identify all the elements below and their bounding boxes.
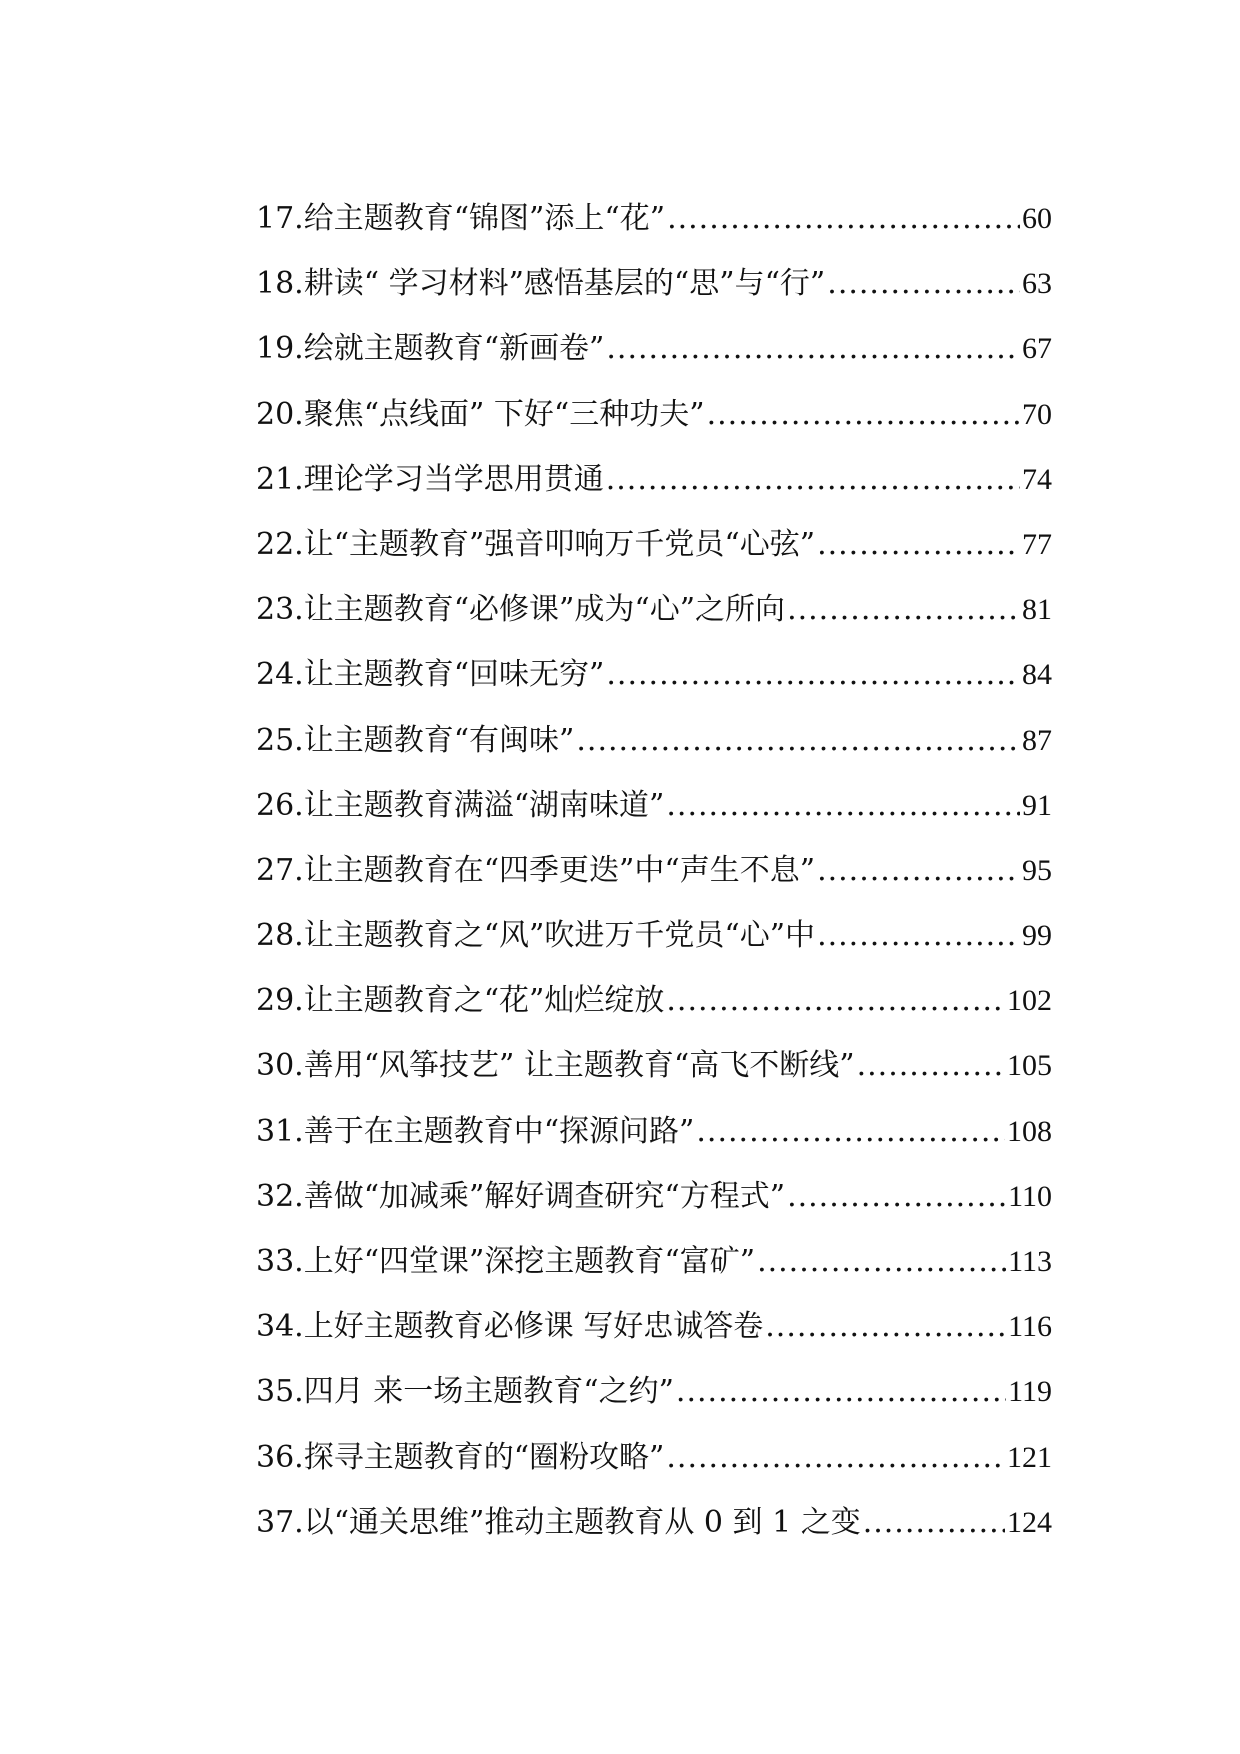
toc-entry-title[interactable]: 19.绘就主题教育“新画卷” xyxy=(256,331,605,367)
toc-entry-title[interactable]: 22.让“主题教育”强音叩响万千党员“心弦” xyxy=(256,526,816,562)
toc-entry-page[interactable]: 77 xyxy=(1022,527,1052,561)
toc-leader-dots xyxy=(606,447,1020,512)
toc-entry[interactable] xyxy=(256,251,1052,316)
toc-entry-title[interactable]: 26.让主题教育满溢“湖南味道” xyxy=(256,787,665,823)
toc-entry-title[interactable]: 36.探寻主题教育的“圈粉攻略” xyxy=(256,1439,665,1475)
toc-leader-dots xyxy=(817,903,1020,968)
toc-leader-dots xyxy=(787,577,1020,642)
toc-entry-page[interactable]: 60 xyxy=(1022,202,1052,235)
toc-leader-dots xyxy=(606,642,1020,707)
toc-entry[interactable] xyxy=(256,1164,1052,1229)
toc-entry-page[interactable]: 99 xyxy=(1022,919,1052,953)
toc-entry-page[interactable]: 108 xyxy=(1007,1114,1052,1148)
toc-entry-page[interactable]: 116 xyxy=(1008,1310,1052,1344)
toc-leader-dots xyxy=(757,1229,1006,1294)
toc-entry[interactable] xyxy=(256,968,1052,1033)
toc-entry-page[interactable]: 124 xyxy=(1007,1505,1052,1539)
toc-entry-title[interactable]: 21.理论学习当学思用贯通 xyxy=(256,461,604,497)
toc-entry[interactable] xyxy=(256,708,1052,773)
toc-leader-dots xyxy=(667,186,1020,251)
toc-entry[interactable] xyxy=(256,186,1052,251)
toc-entry-title[interactable]: 18.耕读“ 学习材料”感悟基层的“思”与“行” xyxy=(256,266,826,302)
toc-entry[interactable] xyxy=(256,577,1052,642)
toc-entry-page[interactable]: 74 xyxy=(1022,462,1052,496)
toc-entry-page[interactable]: 67 xyxy=(1022,332,1052,366)
toc-entry-title[interactable]: 27.让主题教育在“四季更迭”中“声生不息” xyxy=(256,852,816,888)
toc-entry-page[interactable]: 70 xyxy=(1022,397,1052,431)
toc-entry-page[interactable]: 63 xyxy=(1022,267,1052,301)
toc-leader-dots xyxy=(857,1033,1005,1098)
toc-entry-title[interactable]: 30.善用“风筝技艺” 让主题教育“高飞不断线” xyxy=(256,1048,855,1084)
toc-entry[interactable] xyxy=(256,1490,1052,1555)
toc-leader-dots xyxy=(666,773,1020,838)
toc-leader-dots xyxy=(676,1359,1006,1424)
toc-entry-title[interactable]: 24.让主题教育“回味无穷” xyxy=(256,657,605,693)
toc-entry-title[interactable]: 28.让主题教育之“风”吹进万千党员“心”中 xyxy=(256,918,816,954)
toc-leader-dots xyxy=(787,1164,1006,1229)
toc-entry[interactable] xyxy=(256,1229,1052,1294)
toc-leader-dots xyxy=(666,1425,1005,1490)
toc-entry-title[interactable]: 25.让主题教育“有闽味” xyxy=(256,722,575,758)
toc-entry[interactable] xyxy=(256,773,1052,838)
toc-entry-title[interactable]: 34.上好主题教育必修课 写好忠诚答卷 xyxy=(256,1309,764,1345)
toc-entry-page[interactable]: 113 xyxy=(1008,1245,1052,1278)
toc-entry[interactable] xyxy=(256,382,1052,447)
toc-entry-title[interactable]: 20.聚焦“点线面” 下好“三种功夫” xyxy=(256,396,705,432)
toc-entry[interactable] xyxy=(256,642,1052,707)
toc-entry-title[interactable]: 31.善于在主题教育中“探源问路” xyxy=(256,1113,695,1149)
toc-entry-page[interactable]: 105 xyxy=(1007,1049,1052,1083)
toc-entry-page[interactable]: 102 xyxy=(1007,984,1052,1018)
toc-entry[interactable] xyxy=(256,447,1052,512)
toc-entry-page[interactable]: 110 xyxy=(1008,1179,1052,1213)
toc-leader-dots xyxy=(817,838,1020,903)
toc-entry[interactable] xyxy=(256,1033,1052,1098)
toc-leader-dots xyxy=(606,316,1020,381)
toc-entry[interactable] xyxy=(256,316,1052,381)
toc-entry[interactable] xyxy=(256,903,1052,968)
toc-entry-title[interactable]: 29.让主题教育之“花”灿烂绽放 xyxy=(256,983,665,1019)
toc-entry-page[interactable]: 91 xyxy=(1022,788,1052,822)
table-of-contents xyxy=(256,186,1052,1555)
toc-entry-page[interactable]: 87 xyxy=(1022,723,1052,757)
toc-leader-dots xyxy=(765,1294,1006,1359)
toc-entry-page[interactable]: 84 xyxy=(1022,658,1052,692)
toc-entry[interactable] xyxy=(256,1359,1052,1424)
toc-leader-dots xyxy=(666,968,1005,1033)
toc-leader-dots xyxy=(707,382,1020,447)
toc-entry-title[interactable]: 32.善做“加减乘”解好调查研究“方程式” xyxy=(256,1178,786,1214)
toc-leader-dots xyxy=(827,251,1020,316)
toc-entry[interactable] xyxy=(256,838,1052,903)
toc-leader-dots xyxy=(863,1490,1005,1555)
toc-entry-page[interactable]: 81 xyxy=(1022,593,1052,627)
toc-entry[interactable] xyxy=(256,1425,1052,1490)
toc-entry-title[interactable]: 17.给主题教育“锦图”添上“花” xyxy=(256,201,666,236)
toc-entry-title[interactable]: 23.让主题教育“必修课”成为“心”之所向 xyxy=(256,592,786,628)
toc-leader-dots xyxy=(576,708,1020,773)
toc-entry-title[interactable]: 33.上好“四堂课”深挖主题教育“富矿” xyxy=(256,1244,756,1279)
toc-entry-page[interactable]: 95 xyxy=(1022,853,1052,887)
toc-entry-title[interactable]: 35.四月 来一场主题教育“之约” xyxy=(256,1374,674,1410)
toc-leader-dots xyxy=(817,512,1020,577)
toc-entry-page[interactable]: 121 xyxy=(1007,1440,1052,1474)
toc-entry[interactable] xyxy=(256,512,1052,577)
toc-entry[interactable] xyxy=(256,1099,1052,1164)
toc-leader-dots xyxy=(696,1099,1005,1164)
toc-entry[interactable] xyxy=(256,1294,1052,1359)
toc-entry-title[interactable]: 37.以“通关思维”推动主题教育从 0 到 1 之变 xyxy=(256,1504,861,1540)
toc-entry-page[interactable]: 119 xyxy=(1008,1375,1052,1409)
